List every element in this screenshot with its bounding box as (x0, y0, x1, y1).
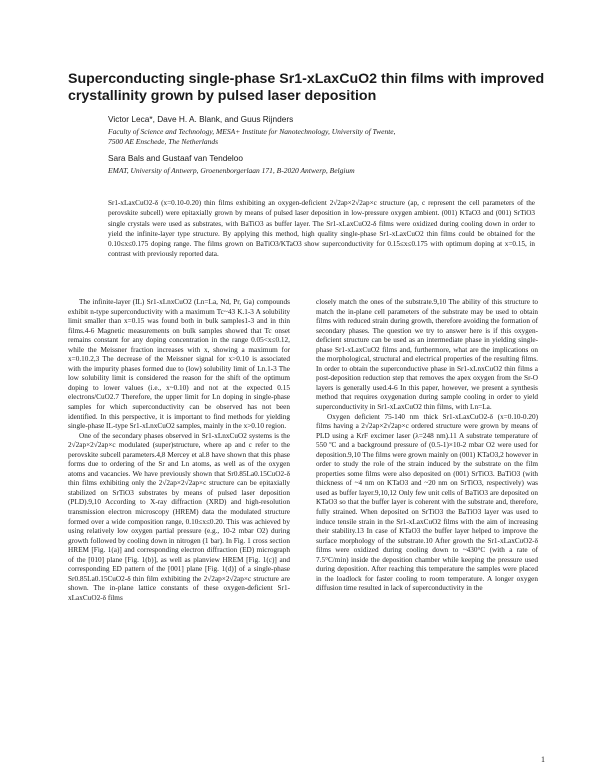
paragraph-methods: Oxygen deficient 75-140 nm thick Sr1-xLaxCuO2-δ (x=0.10-0.20) films having a 2√2ap×2√2ap×c ordered structure were grown by means of PLD using a KrF excimer laser (λ=248 nm).11 A substrate temperature of 550 ºC and a background pressure of (0.5-1)×10-2 mbar O2 were used for deposition.9,10 The films were grown mainly on (001) KTaO3,2 however in order to study the role of the strain induced by the substrate on the film properties some films were also deposited on (001) SrTiO3. BaTiO3 (with thickness of ~4 nm on KTaO3 and ~20 nm on SrTiO3, respectively) was used as buffer layer.9,10,12 Only few unit cells of BaTiO3 are deposited on KTaO3 so that the buffer layer is coherent with the substrate and, therefore, fully strained. When deposited on SrTiO3 the BaTiO3 layer was used to induce tensile strain in the Sr1-xLaxCuO2 films with the aim of increasing their stability.13 In case of KTaO3 the buffer layer helped to improve the surface morphology of the substrate.10 After growth the Sr1-xLaxCuO2-δ films were oxidized during cooling down to ~430°C (with a rate of 7.5°C/min) inside the deposition chamber while keeping the pressure used during deposition. After reaching this temperature the samples were placed in the loadlock for faster cooling to room temperature. A longer oxygen diffusion time resulted in lack of superconductivity in the (316, 412, 538, 593)
affiliation-2: EMAT, University of Antwerp, Groenenborgerlaan 171, B-2020 Antwerp, Belgium (108, 166, 355, 176)
body-column-right (316, 298, 538, 594)
abstract: Sr1-xLaxCuO2-δ (x=0.10-0.20) thin films exhibiting an oxygen-deficient 2√2ap×2√2ap×c structure (ap, c represent the cell parameters of the perovskite subcell) were epitaxially grown by means of pulsed laser deposition in low-pressure oxygen ambient. (001) KTaO3 and (001) SrTiO3 single crystals were used as substrates, with BaTiO3 as buffer layer. The Sr1-xLaxCuO2-δ films were oxidized during cooling down in order to yield the infinite-layer type structure. By applying this method, high quality single-phase Sr1-xLaxCuO2 thin films could be obtained for the 0.10≤x≤0.175 doping range. The films grown on BaTiO3/KTaO3 show superconductivity for 0.15≤x≤0.175 with optimum doping at x=0.15, in contrast with previously reported data. (108, 199, 535, 259)
authors-group-1: Victor Leca*, Dave H. A. Blank, and Guus Rijnders (108, 114, 294, 124)
author-block-2 (108, 153, 528, 176)
paper-title: Superconducting single-phase Sr1-xLaxCuO2 thin films with improved crystallinity grown by pulsed laser deposition (68, 71, 545, 104)
authors-group-2: Sara Bals and Gustaaf van Tendeloo (108, 153, 243, 163)
affiliation-1-line-1: Faculty of Science and Technology, MESA+ Institute for Nanotechnology, University of Twente, (108, 127, 396, 137)
affiliation-1-line-2: 7500 AE Enschede, The Netherlands (108, 137, 219, 147)
paragraph-secondary-phases: One of the secondary phases observed in Sr1-xLnxCuO2 systems is the 2√2ap×2√2ap×c modulated (super)structure, where ap and c refer to the perovskite subcell parameters.4,8 Mercey et al.8 have shown that this phase forms due to ordering of the Sr and Ln atoms, as well as of the oxygen atoms and vacancies. We have previously shown that Sr0.85La0.15CuO2-δ thin films exhibiting only the 2√2ap×2√2ap×c structure can be epitaxially stabilized on SrTiO3 substrates by means of pulsed laser deposition (PLD).9,10 According to X-ray diffraction (XRD) and high-resolution transmission electron microscopy (HREM) data the modulated structure formed over a wide composition range, 0.10≤x≤0.20. This was achieved by using relatively low oxygen partial pressure (e.g., 10-2 mbar O2) during growth followed by cooling down in nitrogen (1 bar). In Fig. 1 cross section HREM [Fig. 1(a)] and corresponding electron diffraction (ED) micrograph of the [010] plane [Fig. 1(b)], as well as planview HREM [Fig. 1(c)] and corresponding ED pattern of the [001] plane [Fig. 1(d)] of a single-phase Sr0.85La0.15CuO2-δ thin film exhibiting the 2√2ap×2√2ap×c structure are shown. The in-plane lattice constants of these oxygen-deficient Sr1-xLaxCuO2-δ films (68, 431, 290, 602)
paragraph-continuation: closely match the ones of the substrate.9,10 The ability of this structure to match the in-plane cell parameters of the substrate may be used to obtain films with reduced strain during growth, therefore avoiding the formation of secondary phases. The question we try to answer here is if this oxygen-deficient structure can be used as an intermediate phase in yielding single-phase Sr1-xLaxCuO2 films and, furthermore, what are the implications on the morphological, structural and electrical properties of the resulting films. In order to obtain the superconductive phase in Sr1-xLnxCuO2 thin films a post-deposition reduction step that removes the apex oxygen from the Sr-O layers is generally used.4-6 In this paper, however, we present a synthesis method that requires oxygenation during sample cooling in order to yield superconductivity in Sr1-xLaxCuO2 thin films, with Ln=La. (316, 298, 538, 412)
paragraph-intro: The infinite-layer (IL) Sr1-xLnxCuO2 (Ln=La, Nd, Pr, Ga) compounds exhibit n-type superconductivity with a maximum Tc~43 K.1-3 A solubility limit smaller than x=0.15 was found both in bulk samples1-3 and in thin films.4-6 Magnetic measurements on bulk samples showed that Tc onset remains constant for any doping concentration in the range 0.05<x≤0.12, while the Meissner fraction increases with x, showing a maximum for x=0.10.2,3 The decrease of the Meissner signal for x>0.10 is associated with the impurity phases formed due to (low) solubility limit of Ln.1-3 The low solubility limit is considered the reason for the shift of the optimum doping to lower values (i.e., x~0.10) and not at the expected 0.15 electrons/CuO2.7 Therefore, the upper limit for Ln doping in single-phase samples for which superconductivity can be observed has not been identified. In this perspective, it is important to find methods for yielding single-phase IL-type Sr1-xLnxCuO2 samples, mainly in the x>0.10 region. (68, 298, 290, 431)
body-column-left (68, 298, 290, 604)
page-number: 1 (541, 755, 545, 764)
author-block-1 (108, 114, 528, 148)
